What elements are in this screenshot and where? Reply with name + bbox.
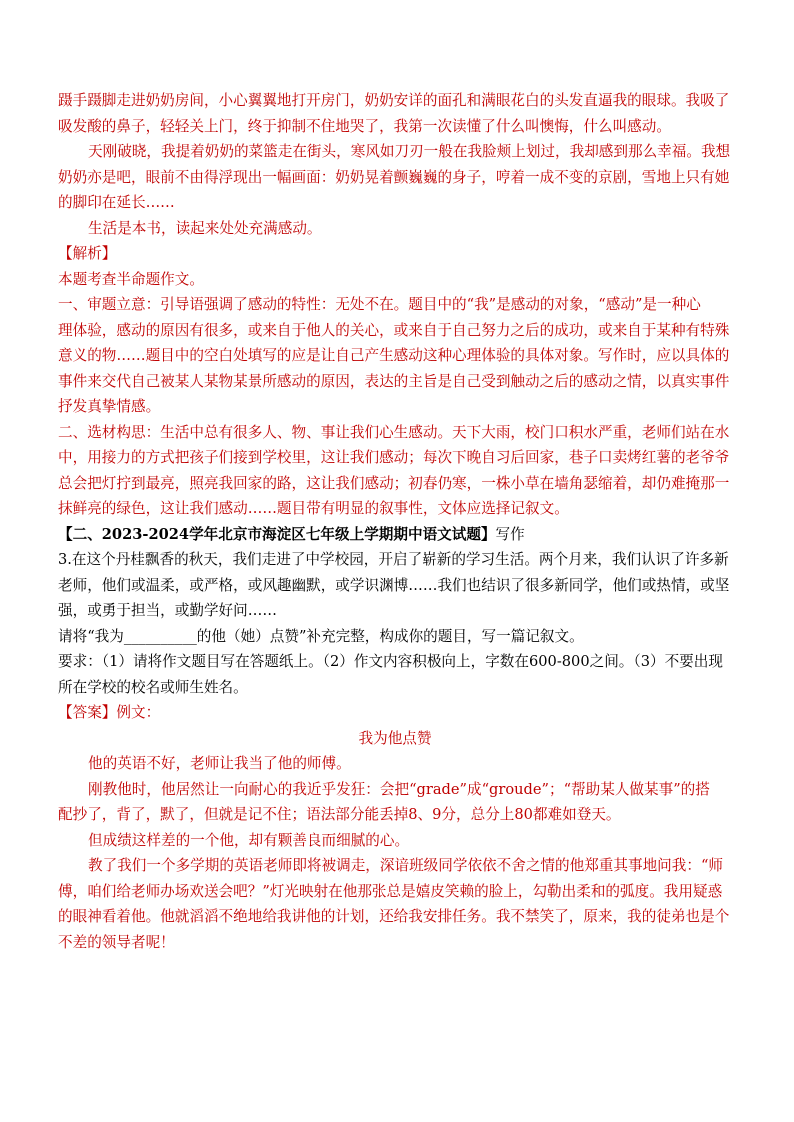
text-line: 所在学校的校名或师生姓名。 [58, 678, 248, 696]
text-line: 奶奶亦是吧，眼前不由得浮现出一幅画面：奶奶晃着颤巍巍的身子，哼着一成不变的京剧，雪地上只有她 [58, 168, 730, 186]
text-line: 意义的物……题目中的空白处填写的应是让自己产生感动这种心理体验的具体对象。写作时，应以具体的 [58, 347, 730, 364]
document-page [58, 88, 732, 955]
text-line: 的眼神看着他。他就滔滔不绝地给我讲他的计划，还给我安排任务。我不禁笑了，原来，我的徒弟也是个 [58, 908, 730, 925]
text-line: 二、选材构思：生活中总有很多人、物、事让我们心生感动。天下大雨，校门口积水严重，老师们站在水 [58, 423, 730, 441]
text-line: 教了我们一个多学期的英语老师即将被调走，深谙班级同学依依不舍之情的他郑重其事地问我：“师 [88, 857, 723, 874]
text-line: 蹑手蹑脚走进奶奶房间，小心翼翼地打开房门，奶奶安详的面孔和满眼花白的头发直逼我的眼球。我吸了 [58, 92, 730, 109]
text-line: 生活是本书，读起来处处充满感动。 [88, 219, 322, 237]
text-line: 的脚印在延长…… [58, 194, 175, 211]
text-line: 天刚破晓，我提着奶奶的菜篮走在街头，寒风如刀刃一般在我脸颊上划过，我却感到那么幸福。我想 [88, 143, 731, 160]
text-line: 强，或勇于担当，或勤学好问…… [58, 602, 277, 619]
answer-paragraph-3: 但成绩这样差的一个他，却有颗善良而细腻的心。 [88, 831, 410, 849]
text-line: 不差的领导者呢！ [58, 933, 175, 951]
text-line: 抹鲜亮的绿色，这让我们感动……题目带有明显的叙事性，文体应选择记叙文。 [58, 500, 569, 517]
answer-paragraph-4 [58, 853, 732, 955]
analysis-part-1 [58, 292, 732, 420]
analysis-intro: 本题考查半命题作文。 [58, 270, 204, 288]
text-line: 事件来交代自己被某人某物某景所感动的原因，表达的主旨是自己受到触动之后的感动之情，以真实事件 [58, 372, 730, 390]
essay-paragraph-2 [58, 139, 732, 216]
answer-paragraph-2 [58, 777, 732, 828]
text-line: 要求：（1）请将作文题目写在答题纸上。（2）作文内容积极向上，字数在600-800之间。（3）不要出现 [58, 653, 723, 670]
text-line: 傅，咱们给老师办场欢送会吧？”灯光映射在他那张总是嬉皮笑赖的脸上，勾勒出柔和的弧度。我用疑惑 [58, 882, 723, 900]
answer-tag: 【答案】 [58, 704, 117, 721]
analysis-tag: 【解析】 [58, 245, 117, 262]
analysis-part-2 [58, 420, 732, 522]
text-line: 理体验，感动的原因有很多，或来自于他人的关心，或来自于自己努力之后的成功，或来自于某种有特殊 [58, 321, 730, 339]
text-line: 刚教他时，他居然让一向耐心的我近乎发狂：会把“grade”成“groude”；“帮助某人做某事”的搭 [88, 780, 710, 798]
question-header-suffix: 写作 [495, 525, 525, 543]
question-section [58, 522, 732, 701]
text-line: 3.在这个丹桂飘香的秋天，我们走进了中学校园，开启了崭新的学习生活。两个月来，我们认识了许多新 [58, 551, 729, 568]
text-line: 配抄了，背了，默了，但就是记不住；语法部分能丢掉8、9分，总分上80都难如登天。 [58, 806, 621, 823]
text-line: 中，用接力的方式把孩子们接到学校里，这让我们感动；每次下晚自习后回家，巷子口卖烤红薯的老爷爷 [58, 449, 730, 466]
text-line: 一、审题立意：引导语强调了感动的特性：无处不在。题目中的“我”是感动的对象，“感动”是一种心 [58, 296, 701, 313]
text-line: 吸发酸的鼻子，轻轻关上门，终于抑制不住地哭了，我第一次读懂了什么叫懊悔，什么叫感动。 [58, 117, 671, 135]
essay-title: 我为他点赞 [358, 729, 432, 747]
text-line: 总会把灯拧到最亮，照亮我回家的路，这让我们感动；初春仍寒，一株小草在墙角瑟缩着，却仍难掩那一 [58, 474, 730, 492]
answer-paragraph-1: 他的英语不好，老师让我当了他的师傅。 [88, 755, 351, 772]
question-header-line [58, 522, 732, 548]
essay-paragraph-1 [58, 88, 732, 139]
essay-paragraph-3 [58, 216, 732, 242]
question-header: 【二、2023-2024学年北京市海淀区七年级上学期期中语文试题】 [58, 525, 496, 543]
analysis-section [58, 241, 732, 522]
answer-tag-line [58, 700, 732, 726]
answer-label: 例文： [116, 704, 161, 721]
text-line: 抒发真挚情感。 [58, 398, 161, 415]
answer-section [58, 700, 732, 955]
question-prompt: 请将“我为__________的他（她）点赞”补充完整，构成你的题目，写一篇记叙文。 [58, 627, 584, 645]
text-line: 老师，他们或温柔，或严格，或风趣幽默，或学识渊博……我们也结识了很多新同学，他们或热情，或坚 [58, 576, 730, 594]
